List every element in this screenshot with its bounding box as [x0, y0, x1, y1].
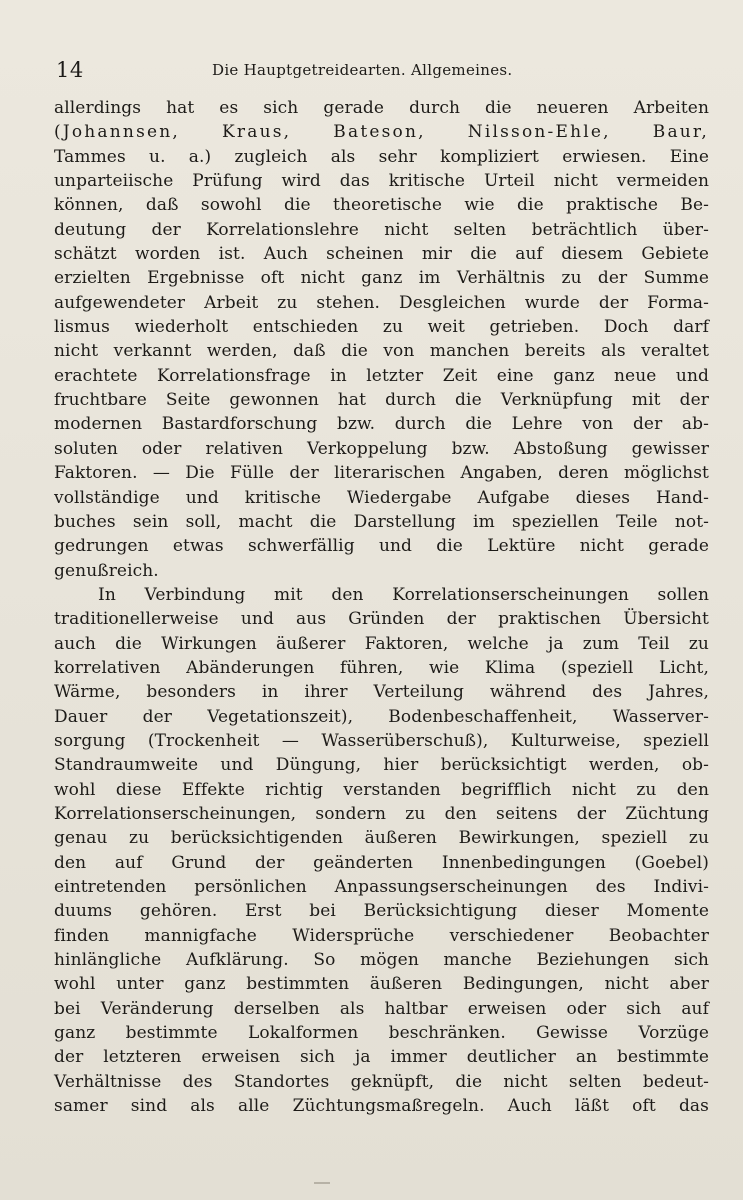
text-line: Wärme, besonders in ihrer Verteilung während des Jahres, [54, 682, 709, 703]
text-line: (Johannsen, Kraus, Bateson, Nilsson-Ehle, Baur, [54, 122, 709, 143]
text-line: wohl unter ganz bestimmten äußeren Bedingungen, nicht aber [54, 974, 709, 995]
body-text [54, 96, 709, 1118]
text-line: eintretenden persönlichen Anpassungserscheinungen des Indivi- [54, 877, 709, 897]
text-line: finden mannigfache Widersprüche verschiedener Beobachter [54, 925, 709, 946]
text-line: können, daß sowohl die theoretische wie die praktische Be- [54, 195, 709, 216]
text-line: samer sind als alle Züchtungsmaßregeln. Auch läßt oft das [54, 1096, 709, 1117]
text-line: der letzteren erweisen sich ja immer deutlicher an bestimmte [54, 1047, 709, 1068]
text-line: korrelativen Abänderungen führen, wie Klima (speziell Licht, [54, 657, 709, 678]
text-line: Tammes u. a.) zugleich als sehr kompliziert erwiesen. Eine [54, 146, 709, 167]
text-line: modernen Bastardforschung bzw. durch die Lehre von der ab- [54, 414, 709, 435]
text-line: allerdings hat es sich gerade durch die neueren Arbeiten [54, 98, 709, 118]
text-line: den auf Grund der geänderten Innenbedingungen (Goebel) [54, 852, 709, 873]
paragraph-2 [54, 583, 709, 1119]
text-line: gedrungen etwas schwerfällig und die Lektüre nicht gerade [54, 536, 709, 557]
text-line: wohl diese Effekte richtig verstanden begrifflich nicht zu den [54, 779, 709, 800]
text-line: aufgewendeter Arbeit zu stehen. Desgleichen wurde der Forma- [54, 292, 709, 313]
text-line: Korrelationserscheinungen, sondern zu den seitens der Züchtung [54, 803, 709, 824]
text-line: Faktoren. — Die Fülle der literarischen Angaben, deren möglichst [54, 463, 709, 484]
text-line: genau zu berücksichtigenden äußeren Bewirkungen, speziell zu [54, 828, 709, 849]
text-line: Dauer der Vegetationszeit), Bodenbeschaffenheit, Wasserver- [54, 706, 709, 727]
text-line: unparteiische Prüfung wird das kritische Urteil nicht vermeiden [54, 171, 709, 192]
text-line: sorgung (Trockenheit — Wasserüberschuß), Kulturweise, speziell [54, 730, 709, 751]
text-line: duums gehören. Erst bei Berücksichtigung dieser Momente [54, 901, 709, 922]
running-head: Die Hauptgetreidearten. Allgemeines. [212, 61, 513, 79]
text-line: lismus wiederholt entschieden zu weit getrieben. Doch darf [54, 317, 709, 338]
text-line: fruchtbare Seite gewonnen hat durch die Verknüpfung mit der [54, 390, 709, 411]
paragraph-1 [54, 96, 709, 583]
text-line: schätzt worden ist. Auch scheinen mir die auf diesem Gebiete [54, 244, 709, 265]
text-line: auch die Wirkungen äußerer Faktoren, welche ja zum Teil zu [54, 633, 709, 654]
text-line: Standraumweite und Düngung, hier berücksichtigt werden, ob- [54, 755, 709, 776]
text-line: vollständige und kritische Wiedergabe Aufgabe dieses Hand- [54, 487, 709, 508]
text-line: hinlängliche Aufklärung. So mögen manche Beziehungen sich [54, 950, 709, 971]
text-line: traditionellerweise und aus Gründen der praktischen Übersicht [54, 609, 709, 630]
text-line: deutung der Korrelationslehre nicht selten beträchtlich über- [54, 219, 709, 240]
text-line: Verhältnisse des Standortes geknüpft, die nicht selten bedeut- [54, 1071, 709, 1092]
page-number: 14 [56, 58, 84, 82]
text-line: buches sein soll, macht die Darstellung im speziellen Teile not- [54, 511, 709, 532]
text-line: ganz bestimmte Lokalformen beschränken. Gewisse Vorzüge [54, 1023, 709, 1044]
text-line: genußreich. [54, 560, 159, 581]
text-line: nicht verkannt werden, daß die von manchen bereits als veraltet [54, 341, 709, 362]
text-line: erzielten Ergebnisse oft nicht ganz im Verhältnis zu der Summe [54, 268, 709, 289]
text-line: soluten oder relativen Verkoppelung bzw. Abstoßung gewisser [54, 438, 709, 459]
text-line: bei Veränderung derselben als haltbar erweisen oder sich auf [54, 998, 709, 1019]
text-line: erachtete Korrelationsfrage in letzter Zeit eine ganz neue und [54, 365, 709, 386]
text-line: In Verbindung mit den Korrelationserscheinungen sollen [98, 584, 709, 605]
bottom-edge-mark [314, 1182, 330, 1184]
